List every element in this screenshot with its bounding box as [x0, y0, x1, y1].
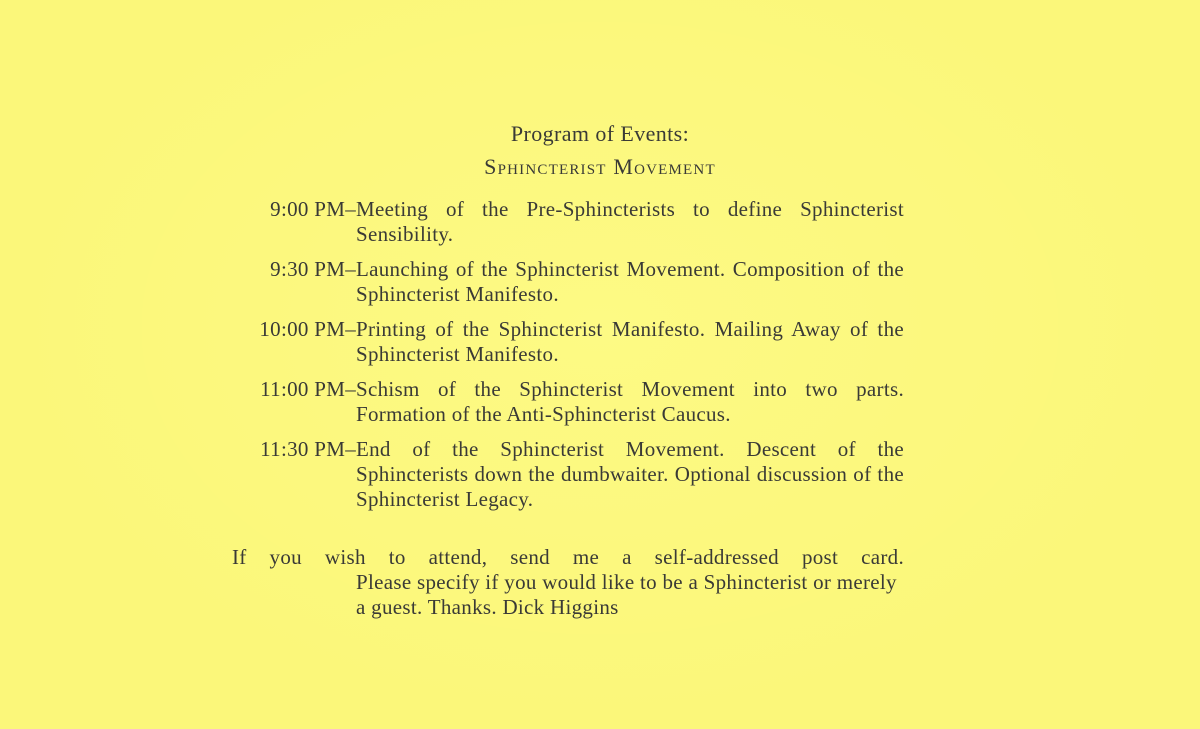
event-item: [232, 437, 904, 512]
closing-invitation: If you wish to attend, send me a self-addressed post card.: [232, 545, 904, 569]
event-time: 9:00 PM–: [270, 197, 356, 221]
closing-note: [232, 545, 904, 620]
event-time: 10:00 PM–: [259, 317, 356, 341]
event-time: 11:30 PM–: [260, 437, 356, 461]
event-item: [232, 377, 904, 427]
event-item: [232, 197, 904, 247]
event-description: Meeting of the Pre-Sphincterists to define Sphincterist Sensibility.: [356, 197, 904, 246]
program-title: Program of Events:: [510, 121, 690, 146]
event-description: Printing of the Sphincterist Manifesto. Mailing Away of the Sphincterist Manifesto.: [356, 317, 904, 366]
event-list: [232, 197, 904, 522]
event-item: [232, 317, 904, 367]
event-description: Launching of the Sphincterist Movement. Composition of the Sphincterist Manifesto.: [356, 257, 904, 306]
event-item: [232, 257, 904, 307]
event-time: 11:00 PM–: [260, 377, 356, 401]
event-time: 9:30 PM–: [270, 257, 356, 281]
event-description: Schism of the Sphincterist Movement into two parts. Formation of the Anti-Sphincterist Caucus.: [356, 377, 904, 426]
event-description: End of the Sphincterist Movement. Descent of the Sphincterists down the dumbwaiter. Optional discussion of the Sphincterist Legacy.: [356, 437, 904, 511]
program-subtitle: Sphincterist Movement: [484, 154, 716, 179]
closing-signoff: Please specify if you would like to be a Sphincterist or merely a guest. Thanks. Dick Higgins: [356, 570, 897, 619]
